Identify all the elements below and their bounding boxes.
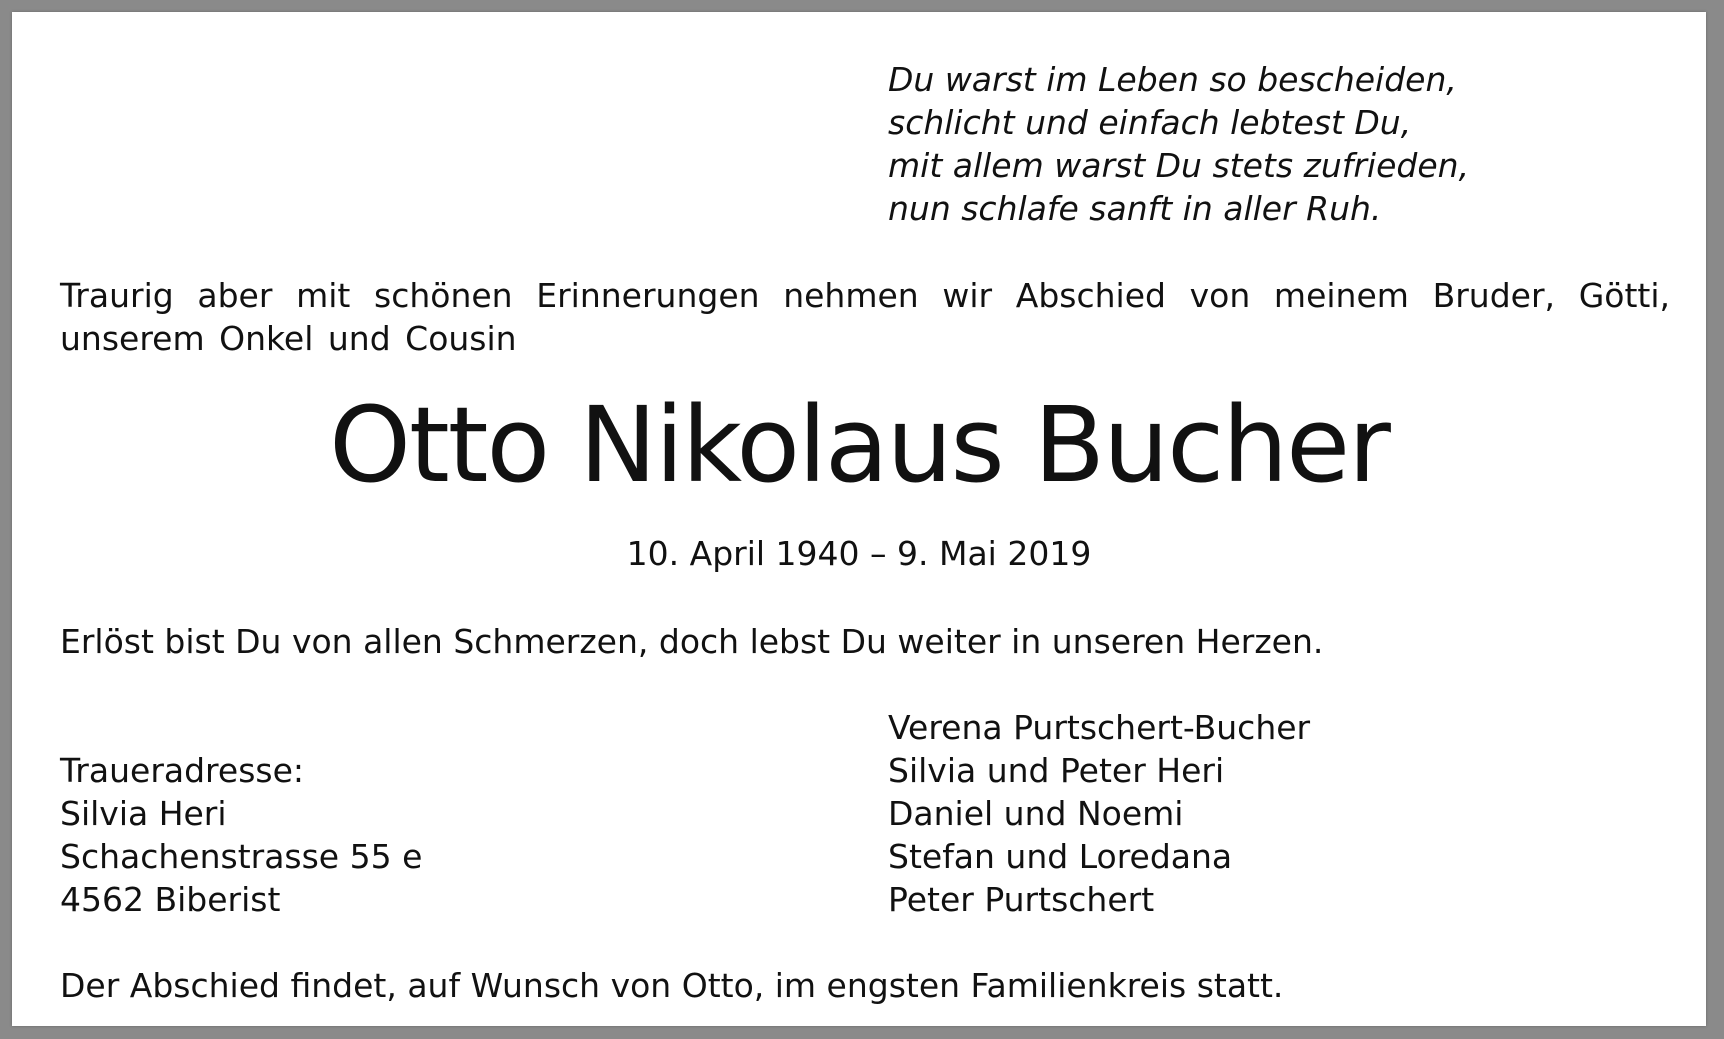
mourning-address bbox=[60, 749, 422, 921]
obituary-page bbox=[12, 12, 1706, 1026]
mourners-list bbox=[888, 706, 1310, 921]
life-dates: 10. April 1940 – 9. Mai 2019 bbox=[626, 534, 1092, 573]
farewell-quote: Erlöst bist Du von allen Schmerzen, doch lebst Du weiter in unseren Herzen. bbox=[60, 622, 1324, 661]
address-street: Schachenstrasse 55 e bbox=[60, 837, 423, 876]
mourner-entry: Stefan und Loredana bbox=[888, 837, 1233, 876]
closing-note: Der Abschied findet, auf Wunsch von Otto, im engsten Familienkreis statt. bbox=[60, 966, 1284, 1005]
poem-line: mit allem warst Du stets zufrieden, bbox=[888, 146, 1470, 185]
poem-block bbox=[888, 58, 1469, 230]
intro-text: Traurig aber mit schönen Erinnerungen nehmen wir Abschied von meinem Bruder, Götti, unserem Onkel und Cousin bbox=[60, 276, 1670, 358]
address-city: 4562 Biberist bbox=[60, 880, 281, 919]
address-label: Traueradresse: bbox=[60, 751, 305, 790]
mourner-entry: Verena Purtschert-Bucher bbox=[888, 708, 1311, 747]
mourner-entry: Silvia und Peter Heri bbox=[888, 751, 1225, 790]
mourner-entry: Peter Purtschert bbox=[888, 880, 1155, 919]
address-name: Silvia Heri bbox=[60, 794, 227, 833]
mourner-entry: Daniel und Noemi bbox=[888, 794, 1184, 833]
poem-line: schlicht und einfach lebtest Du, bbox=[888, 103, 1412, 142]
poem-line: nun schlafe sanft in aller Ruh. bbox=[888, 189, 1382, 228]
poem-line: Du warst im Leben so bescheiden, bbox=[888, 60, 1457, 99]
deceased-name: Otto Nikolaus Bucher bbox=[329, 384, 1389, 506]
